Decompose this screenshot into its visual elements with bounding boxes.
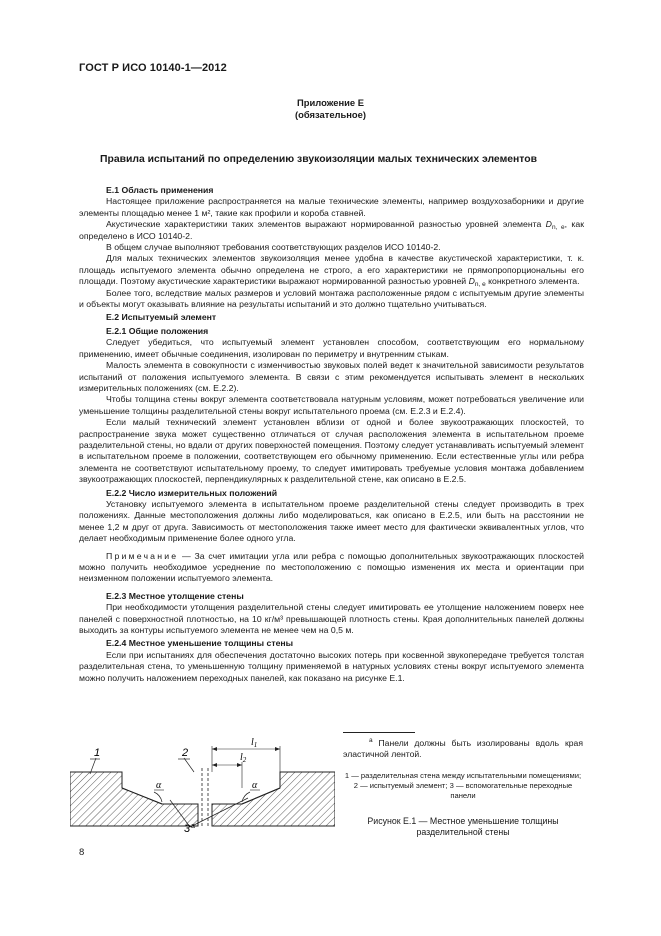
dimension-lines — [212, 746, 280, 788]
annex-title: Приложение Е — [297, 97, 364, 108]
note-label: Примечание — [106, 550, 179, 561]
figure-legend: 1 — разделительная стена между испытательными помещениями; 2 — испытуемый элемент; 3 — вспомогательные переходные панели — [344, 771, 582, 801]
figure-label-3-sup: a — [191, 823, 195, 830]
paragraph: Если малый технический элемент установлен вблизи от одной и более звукоотражающих плоскостей, то распространение звука может существенно отличаться от случая расположения элемента в испытательном проеме разделительной стены, но вдали от других поверхностей помещения. Поэтому следует устанавливать испытуемый элемент в испытательном проеме в положении, соответствующем его обычному применению. Если естественные углы или ребра элемента не соответствуют испытательному проему, то следует имитировать требуемые условия монтажа добавлением звукоотражающих плоскостей, перпендикулярных к разделительной стене, как описано в Е.2.5. — [79, 417, 584, 485]
angle-alpha-left: α — [156, 780, 162, 791]
paragraph: Акустические характеристики таких элементов выражают нормированной разностью уровней элемента $D_{n, e}$, как определено в ИСО 10140-2. — [79, 219, 585, 241]
separating-wall-left — [70, 772, 198, 826]
section-e22-heading: Е.2.2 Число измерительных положений — [106, 487, 278, 498]
paragraph: Более того, вследствие малых размеров и условий монтажа расположенные рядом с испытуемым другие элементы и объекты могут оказывать влияние на результаты испытаний и это должно тщательно учитываться. — [79, 287, 584, 310]
section-e24-heading: Е.2.4 Местное уменьшение толщины стены — [106, 638, 294, 649]
note-paragraph: Примечание — За счет имитации угла или ребра с помощью дополнительных звукоотражающих плоскостей можно получить необходимое усреднение по местоположению с помощью изменения их места и ориентации при неизменном положении испытуемого элемента. — [79, 550, 584, 584]
paragraph: Для малых технических элементов звукоизоляция менее удобна в качестве акустической характеристики, т. к. площадь испытуемого элемента обычно определена не строго, а его характеристики не прямопропорциональны его площади. Поэтому акустические характеристики выражают нормированной разностью уровней $D_{n, e}$ конкретного элемента. — [79, 253, 584, 289]
paragraph: Малость элемента в совокупности с изменчивостью звуковых полей ведет к значительной зависимости результатов испытаний от положения испытуемого элемента. В связи с этим рекомендуется испытывать элемент в нескольких измерительных положениях (см. Е.2.2). — [79, 360, 584, 393]
paragraph: Установку испытуемого элемента в испытательном проеме разделительной стены следует производить в трех положениях. Данные местоположения должны либо моделироваться, как описано в Е.2.5, или быть на расстоянии не менее 1,2 м друг от друга. Зависимость от местоположения также имеет место для фактически эквивалентных углов, что делает необходимым применение более одного угла. — [79, 498, 584, 544]
figure-caption: Рисунок Е.1 — Местное уменьшение толщины разделительной стены — [367, 816, 559, 838]
annex-status: (обязательное) — [295, 109, 366, 120]
section-e1-heading: Е.1 Область применения — [106, 185, 214, 195]
figure-label-3: 3 — [184, 823, 191, 835]
angle-alpha-right: α — [252, 780, 258, 791]
paragraph: Чтобы толщина стены вокруг элемента соответствовала натурным условиям, может потребоваться увеличение или уменьшение толщины разделительной стены вокруг испытательного проема (см. Е.2.3 и Е.2.4). — [79, 394, 584, 416]
paragraph: Настоящее приложение распространяется на малые технические элементы, например воздухозаборники и другие элементы площадью менее 1 м², такие как профили и короба ставней. — [79, 196, 584, 218]
figure-e1-drawing — [70, 728, 335, 838]
dimension-l2: $l_2$ — [240, 752, 247, 764]
paragraph: Следует убедиться, что испытуемый элемент установлен способом, соответствующим его нормальному применению, имеет обычные соединения, изолирован по периметру и внутренним стыкам. — [79, 337, 584, 359]
separating-wall-right — [212, 772, 335, 826]
test-element-gap — [202, 768, 208, 828]
annex-body — [79, 183, 584, 684]
page-number: 8 — [79, 847, 85, 858]
figure-label-2: 2 — [182, 747, 189, 759]
section-e21-heading: Е.2.1 Общие положения — [106, 325, 209, 336]
paragraph: В общем случае выполняют требования соответствующих разделов ИСО 10140-2. — [106, 242, 441, 253]
footnote-rule — [343, 732, 415, 733]
annex-rules-title: Правила испытаний по определению звукоизоляции малых технических элементов — [100, 154, 537, 165]
paragraph: При необходимости утолщения разделительной стены следует имитировать ее утолщение наложением поверх нее панелей с поверхностной плотностью, на 10 кг/м³ превышающей плотность стены. Края дополнительных панелей должны выходить за контуры испытуемого элемента не менее чем на 0,5 м. — [79, 602, 584, 636]
section-e23-heading: Е.2.3 Местное утолщение стены — [106, 590, 244, 601]
figure-label-1: 1 — [94, 747, 101, 759]
dimension-l1: $l_1$ — [251, 737, 258, 749]
paragraph: Если при испытаниях для обеспечения достаточно высоких потерь при косвенной звукопередаче требуется толстая разделительная стена, то уменьшенную толщину применяемой в натурных условиях стены вокруг испытуемого элемента можно получить наложением переходных панелей, как показано на рисунке Е.1. — [79, 649, 584, 683]
figure-footnote: $^a$ Панели должны быть изолированы вдоль края эластичной лентой. — [343, 737, 583, 759]
standard-header: ГОСТ Р ИСО 10140-1—2012 — [79, 62, 227, 74]
section-e2-heading: Е.2 Испытуемый элемент — [106, 312, 217, 323]
